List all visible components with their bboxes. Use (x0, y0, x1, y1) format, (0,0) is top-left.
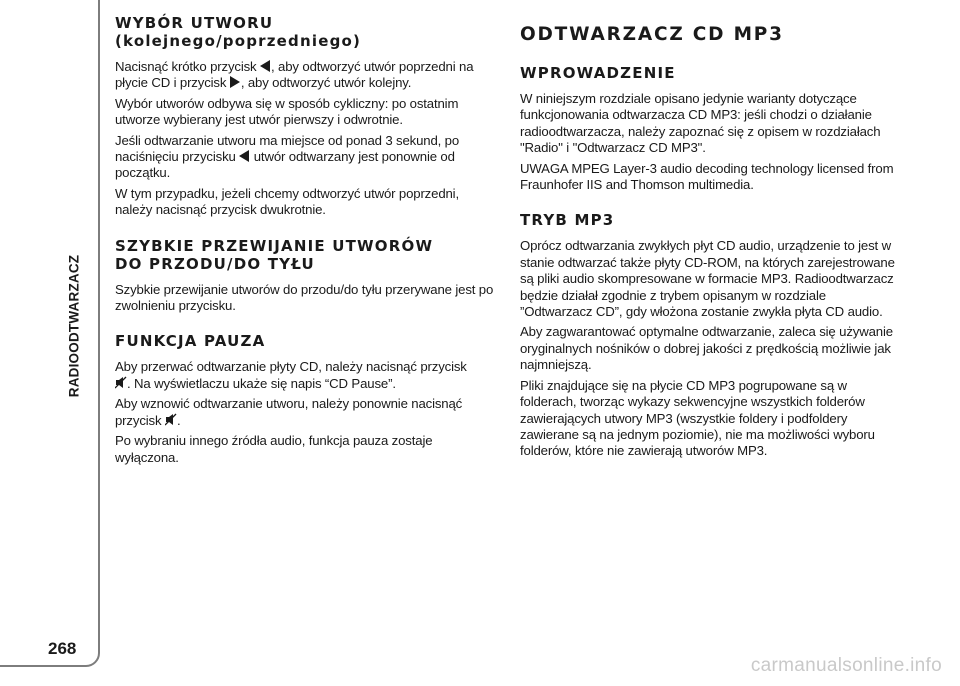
paragraph (115, 59, 495, 92)
paragraph (115, 396, 495, 429)
paragraph: Po wybraniu innego źródła audio, funkcja pauza zostaje wyłączona. (115, 433, 433, 465)
previous-arrow-icon (260, 60, 271, 72)
heading-line: SZYBKIE PRZEWIJANIE UTWORÓW (115, 236, 434, 255)
paragraph: Wybór utworów odbywa się w sposób cykliczny: po ostatnim utworze wybierany jest utwór pierwszy i odwrotnie. (115, 95, 459, 128)
heading-line: WYBÓR UTWORU (115, 14, 274, 32)
right-column (520, 14, 900, 464)
paragraph: W tym przypadku, jeżeli chcemy odtworzyć utwór poprzedni, należy nacisnąć przycisk dwukrotnie. (115, 185, 459, 218)
paragraph: Aby zagwarantować optymalne odtwarzanie, zaleca się używanie oryginalnych nośników o dobrej jakości z prędkością możliwie jak najmniejszą. (520, 324, 893, 373)
heading-mp3-mode: TRYB MP3 (520, 211, 615, 230)
paragraph: Pliki znajdujące się na płycie CD MP3 pogrupowane są w folderach, tworząc wykazy sekwencyjne wszystkich folderów zawierających utwory MP3 (wszystkie foldery i podfoldery zawierane są na jednym poziomie), nie ma możliwości wyboru folderów, które nie zawierają utworów MP3. (520, 377, 875, 459)
paragraph: UWAGA MPEG Layer-3 audio decoding technology licensed from Fraunhofer IIS and Thomson multimedia. (520, 160, 894, 193)
mute-pause-icon (115, 376, 127, 389)
paragraph: Oprócz odtwarzania zwykłych płyt CD audio, urządzenie to jest w stanie odtwarzać także płyty CD-ROM, na których zarejestrowane są pliki audio skompresowane w formacie MP3. Radioodtwarzacz będzie działał zgodnie z trybem opisanym w rozdziale ”Odtwarzacz CD”, gdy włożona zostanie zwykła płyta CD audio. (520, 238, 895, 320)
text: Nacisnąć krótko przycisk (115, 59, 257, 74)
text: Aby przerwać odtwarzanie płyty CD, należy nacisnąć przycisk (115, 359, 467, 375)
paragraph (115, 359, 495, 392)
watermark: carmanualsonline.info (750, 655, 942, 676)
heading-pause: FUNKCJA PAUZA (115, 332, 266, 351)
text: , aby odtworzyć utwór kolejny. (240, 75, 412, 91)
heading-fast-forward (115, 237, 495, 273)
heading-introduction: WPROWADZENIE (520, 64, 676, 82)
text: Aby wznowić odtwarzanie utworu, należy ponownie nacisnąć przycisk (115, 396, 463, 428)
text: Jeśli odtwarzanie utworu ma miejsce od ponad 3 sekund, po naciśnięciu przycisku (115, 132, 460, 165)
heading-track-selection (115, 14, 495, 50)
text: . (176, 412, 181, 428)
text: . Na wyświetlaczu ukaże się napis “CD Pause”. (127, 375, 396, 391)
page-number: 268 (48, 639, 77, 658)
next-arrow-icon (230, 76, 241, 88)
chapter-tab (0, 0, 100, 667)
text: utwór odtwarzany jest ponownie od początku. (115, 149, 455, 181)
heading-line: (kolejnego/poprzedniego) (115, 32, 362, 50)
text: , aby odtworzyć utwór poprzedni na płycie CD i przycisk (115, 59, 474, 91)
paragraph: W niniejszym rozdziale opisano jedynie warianty dotyczące funkcjonowania odtwarzacza CD MP3: jeśli chodzi o działanie radioodtwarzacza, należy zapoznać się z opisem w rozdziałach "Radio" i "Odtwarzacz CD MP3". (520, 91, 881, 156)
section-label: RADIOODTWARZACZ (66, 254, 82, 398)
chapter-title: ODTWARZACZ CD MP3 (520, 24, 784, 45)
left-column (115, 14, 495, 470)
paragraph (115, 133, 495, 182)
mute-pause-icon (165, 413, 177, 426)
paragraph: Szybkie przewijanie utworów do przodu/do tyłu przerywane jest po zwolnieniu przycisku. (115, 281, 494, 314)
previous-arrow-icon (239, 150, 250, 162)
heading-line: DO PRZODU/DO TYŁU (115, 254, 315, 273)
